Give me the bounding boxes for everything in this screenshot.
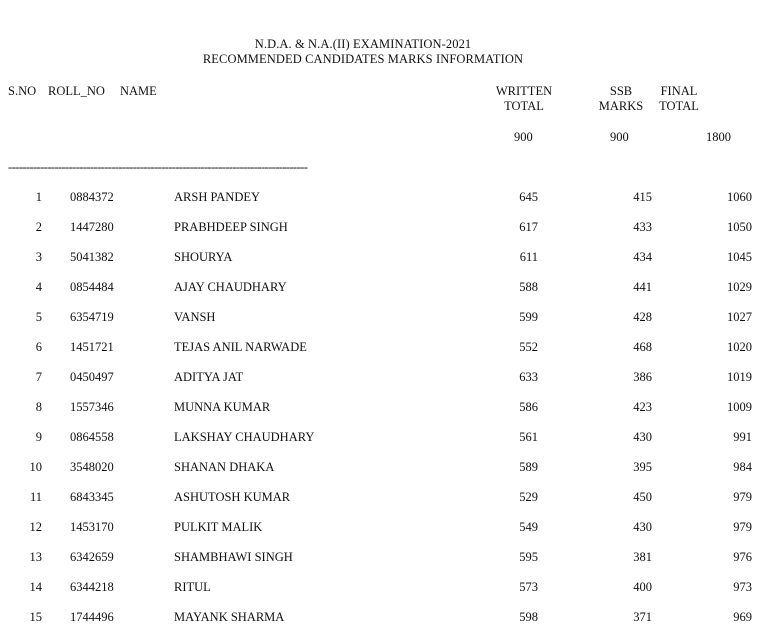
roll-number: 6344218 [70,580,114,594]
serial-number: 12 [29,520,42,534]
serial-number: 9 [35,430,42,444]
serial-number: 7 [35,370,42,384]
candidate-name: PRABHDEEP SINGH [174,220,288,234]
candidate-name: TEJAS ANIL NARWADE [174,340,307,354]
ssb-marks: 433 [633,220,652,234]
max-written-marks: 900 [514,130,533,144]
final-total: 991 [733,430,752,444]
results-table-body [0,190,768,640]
written-total: 529 [519,490,538,504]
roll-number: 6342659 [70,550,114,564]
table-row [0,340,768,370]
header-ssb-line2: MARKS [598,99,644,113]
written-total: 598 [519,610,538,624]
final-total: 1009 [727,400,752,414]
final-total: 1029 [727,280,752,294]
final-total: 1027 [727,310,752,324]
roll-number: 0864558 [70,430,114,444]
candidate-name: SHAMBHAWI SINGH [174,550,293,564]
final-total: 1045 [727,250,752,264]
ssb-marks: 450 [633,490,652,504]
roll-number: 3548020 [70,460,114,474]
header-name: NAME [120,84,157,98]
serial-number: 11 [29,490,42,504]
roll-number: 0450497 [70,370,114,384]
header-final-total [654,84,704,114]
ssb-marks: 430 [633,520,652,534]
roll-number: 6354719 [70,310,114,324]
candidate-name: SHOURYA [174,250,233,264]
ssb-marks: 386 [633,370,652,384]
written-total: 617 [519,220,538,234]
ssb-marks: 441 [633,280,652,294]
table-row [0,400,768,430]
final-total: 984 [733,460,752,474]
ssb-marks: 400 [633,580,652,594]
table-row [0,370,768,400]
candidate-name: VANSH [174,310,216,324]
written-total: 595 [519,550,538,564]
serial-number: 3 [35,250,42,264]
written-total: 589 [519,460,538,474]
final-total: 973 [733,580,752,594]
candidate-name: MUNNA KUMAR [174,400,271,414]
serial-number: 2 [35,220,42,234]
written-total: 633 [519,370,538,384]
ssb-marks: 415 [633,190,652,204]
header-written-line2: TOTAL [504,99,544,113]
final-total: 976 [733,550,752,564]
final-total: 1060 [727,190,752,204]
header-ssb-marks [596,84,646,114]
table-row [0,280,768,310]
table-row [0,250,768,280]
written-total: 645 [519,190,538,204]
table-row [0,310,768,340]
written-total: 599 [519,310,538,324]
header-sno: S.NO [8,84,37,98]
ssb-marks: 468 [633,340,652,354]
final-total: 1020 [727,340,752,354]
candidate-name: PULKIT MALIK [174,520,263,534]
header-roll-no: ROLL_NO [48,84,105,98]
candidate-name: ARSH PANDEY [174,190,261,204]
roll-number: 1447280 [70,220,114,234]
table-row [0,520,768,550]
written-total: 611 [519,250,538,264]
ssb-marks: 381 [633,550,652,564]
separator-rule: ------------------------------------------------------------------------------------ [8,160,308,174]
document-subtitle: RECOMMENDED CANDIDATES MARKS INFORMATION [202,52,524,66]
ssb-marks: 434 [633,250,652,264]
roll-number: 1451721 [70,340,114,354]
candidate-name: LAKSHAY CHAUDHARY [174,430,315,444]
header-ssb-line1: SSB [609,84,633,98]
header-written-line1: WRITTEN [495,84,553,98]
ssb-marks: 395 [633,460,652,474]
serial-number: 5 [35,310,42,324]
serial-number: 1 [35,190,42,204]
max-final-marks: 1800 [706,130,731,144]
written-total: 561 [519,430,538,444]
candidate-name: ADITYA JAT [174,370,244,384]
document-title: N.D.A. & N.A.(II) EXAMINATION-2021 [254,37,472,51]
serial-number: 14 [29,580,42,594]
table-row [0,490,768,520]
roll-number: 1453170 [70,520,114,534]
table-row [0,460,768,490]
ssb-marks: 423 [633,400,652,414]
serial-number: 4 [35,280,42,294]
ssb-marks: 371 [633,610,652,624]
roll-number: 0884372 [70,190,114,204]
ssb-marks: 430 [633,430,652,444]
serial-number: 10 [29,460,42,474]
serial-number: 8 [35,400,42,414]
roll-number: 1744496 [70,610,114,624]
final-total: 979 [733,520,752,534]
header-written-total [494,84,554,114]
candidate-name: SHANAN DHAKA [174,460,275,474]
table-row [0,610,768,640]
table-row [0,550,768,580]
candidate-name: ASHUTOSH KUMAR [174,490,291,504]
final-total: 1050 [727,220,752,234]
written-total: 549 [519,520,538,534]
final-total: 969 [733,610,752,624]
roll-number: 5041382 [70,250,114,264]
written-total: 573 [519,580,538,594]
header-final-line2: TOTAL [659,99,699,113]
serial-number: 15 [29,610,42,624]
table-row [0,220,768,250]
serial-number: 6 [35,340,42,354]
candidate-name: MAYANK SHARMA [174,610,285,624]
header-final-line1: FINAL [660,84,698,98]
final-total: 1019 [727,370,752,384]
roll-number: 0854484 [70,280,114,294]
table-row [0,580,768,610]
ssb-marks: 428 [633,310,652,324]
max-ssb-marks: 900 [610,130,629,144]
written-total: 552 [519,340,538,354]
final-total: 979 [733,490,752,504]
candidate-name: RITUL [174,580,211,594]
table-row [0,190,768,220]
written-total: 588 [519,280,538,294]
serial-number: 13 [29,550,42,564]
table-row [0,430,768,460]
written-total: 586 [519,400,538,414]
candidate-name: AJAY CHAUDHARY [174,280,287,294]
roll-number: 1557346 [70,400,114,414]
roll-number: 6843345 [70,490,114,504]
